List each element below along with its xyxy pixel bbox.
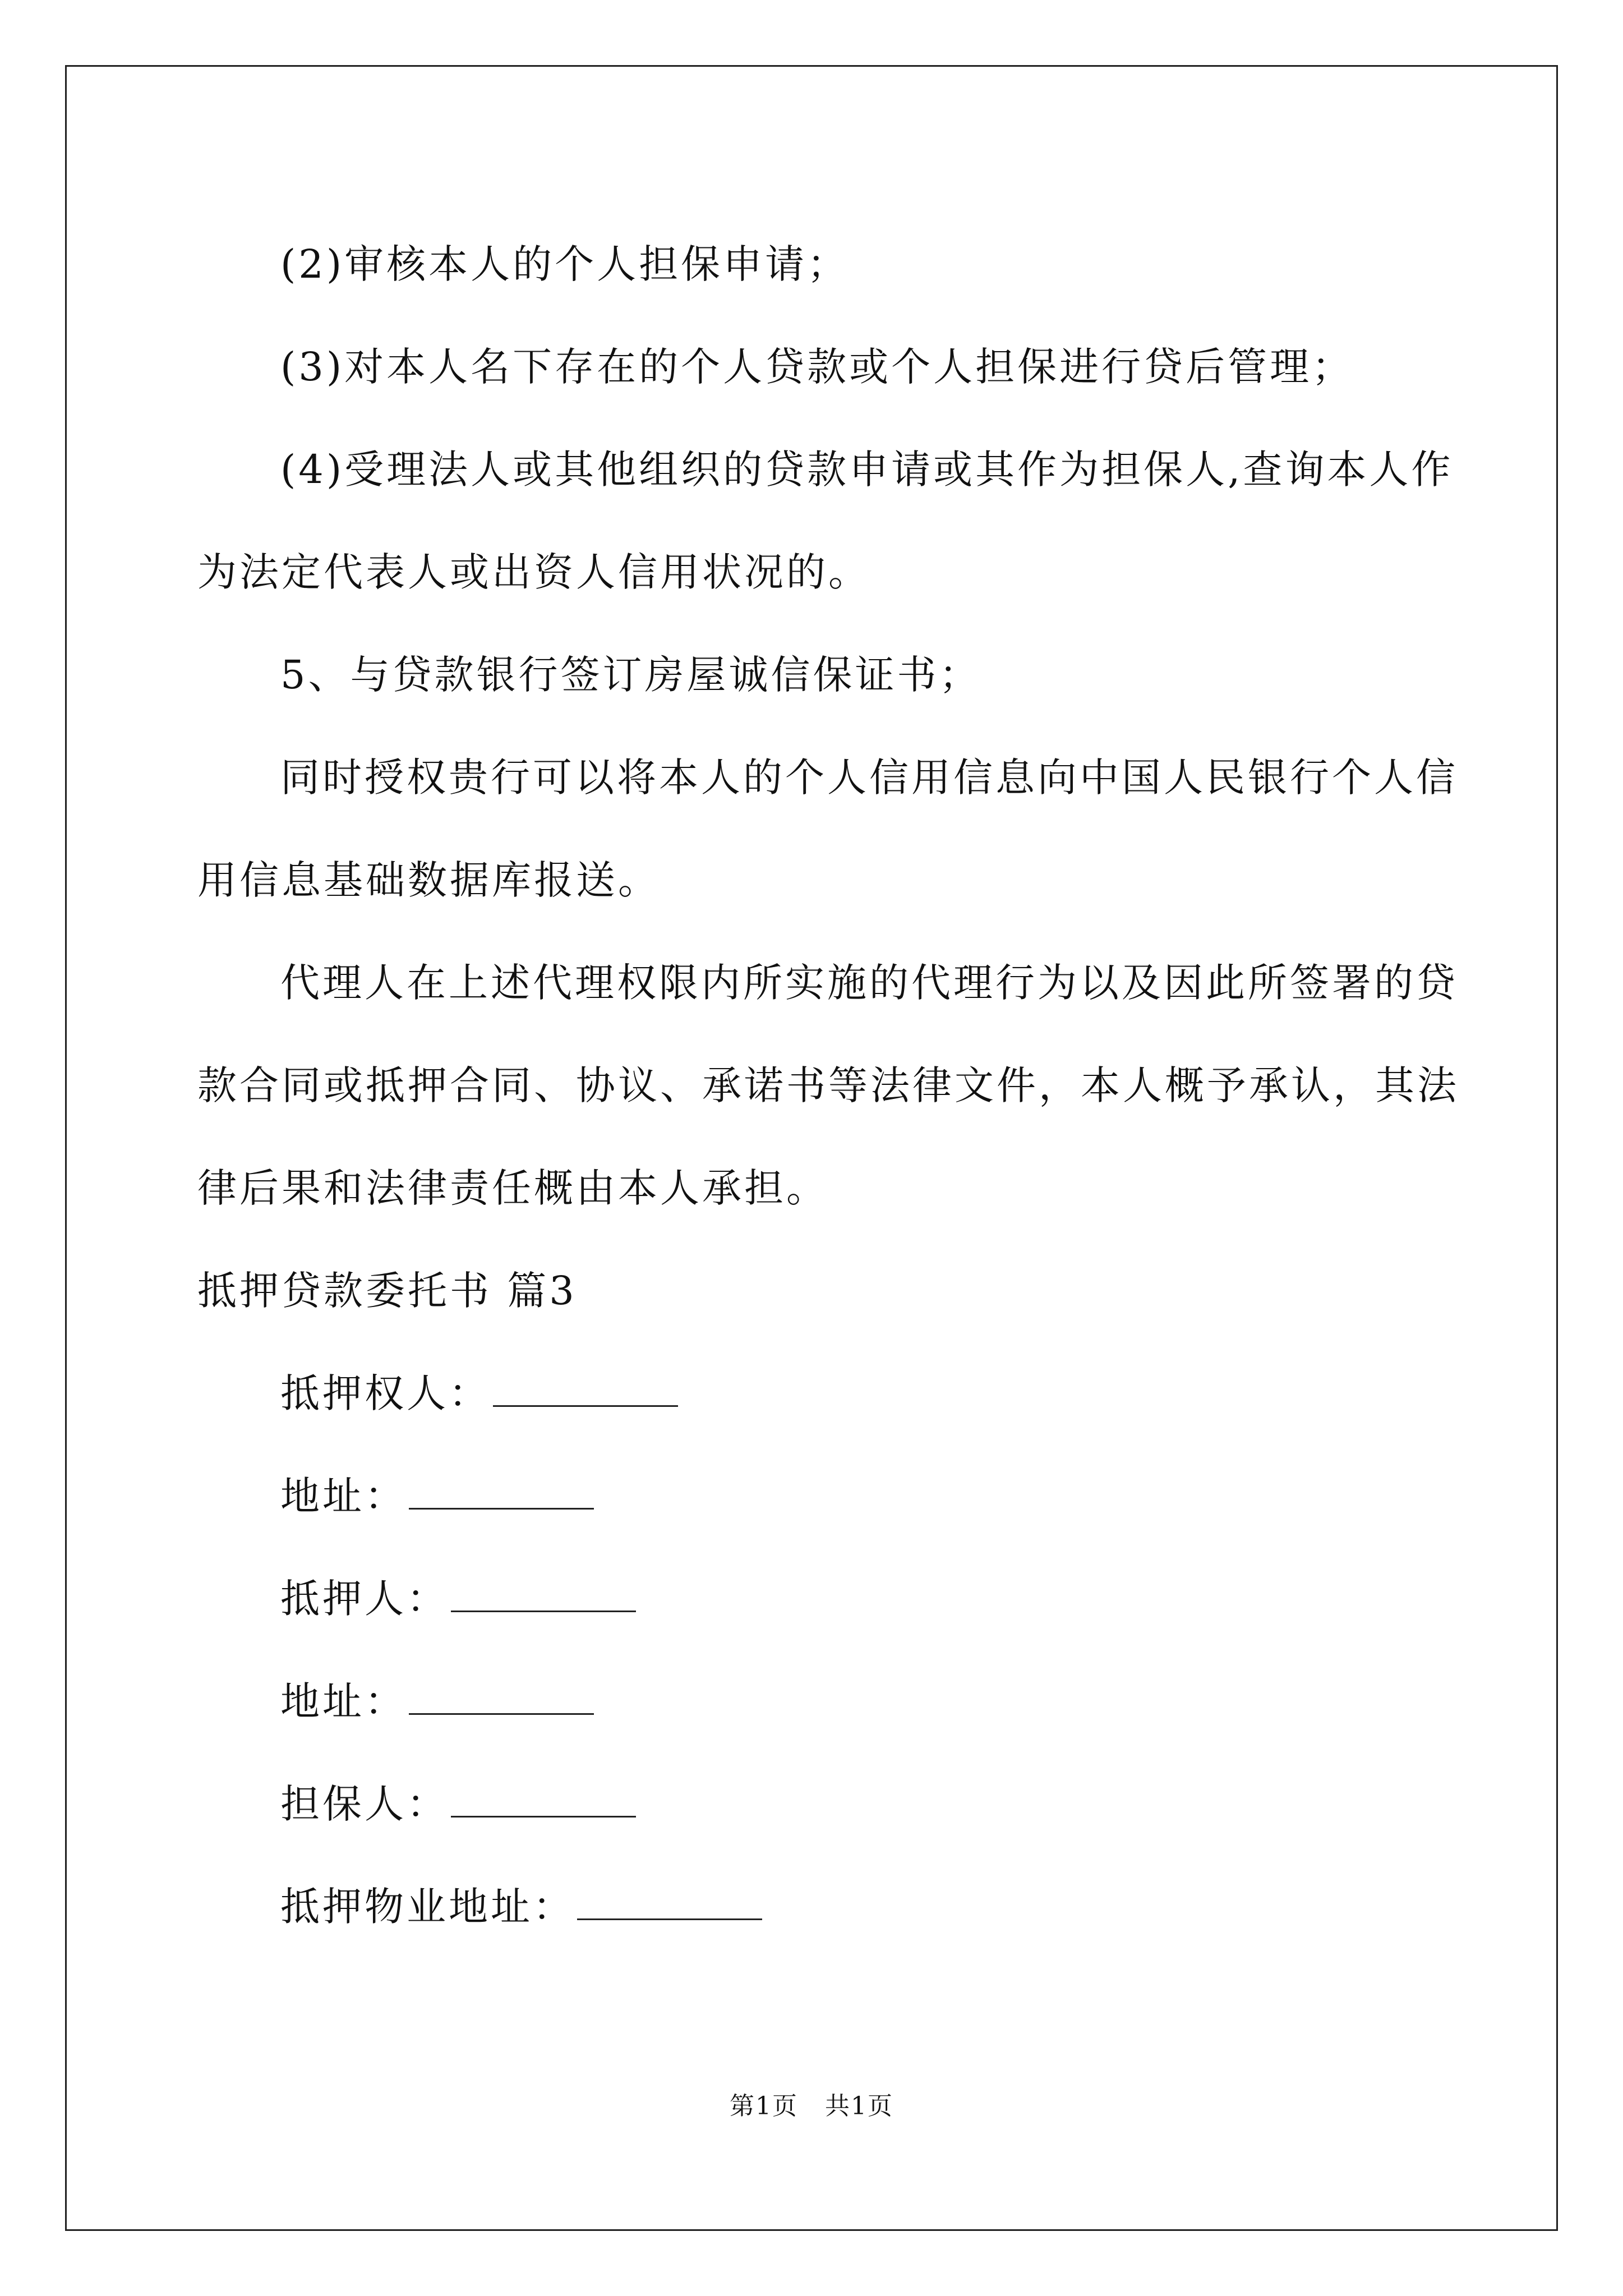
section-heading: 抵押贷款委托书 篇3	[197, 1268, 577, 1314]
page-total: 共1页	[825, 2092, 893, 2120]
paragraph: 律后果和法律责任概由本人承担。	[197, 1165, 828, 1211]
paragraph: 款合同或抵押合同、协议、承诺书等法律文件，本人概予承认，其法	[197, 1062, 1459, 1108]
form-field-guarantor	[197, 1753, 1428, 1856]
field-label: 抵押人：	[280, 1576, 449, 1622]
blank-line	[577, 1914, 762, 1920]
form-field-mortgagee	[197, 1342, 1428, 1445]
blank-line	[409, 1709, 594, 1715]
paragraph: 5、与贷款银行签订房屋诚信保证书；	[280, 652, 981, 698]
field-label: 担保人：	[280, 1781, 449, 1827]
form-field-address	[197, 1445, 1428, 1548]
field-label: 抵押物业地址：	[280, 1884, 575, 1930]
blank-line	[493, 1401, 678, 1407]
blank-line	[451, 1606, 636, 1612]
paragraph: 为法定代表人或出资人信用状况的。	[197, 549, 870, 595]
paragraph: 代理人在上述代理权限内所实施的代理行为以及因此所签署的贷	[280, 960, 1458, 1006]
field-label: 抵押权人：	[280, 1370, 491, 1416]
field-label: 地址：	[280, 1473, 407, 1519]
form-field-address	[197, 1650, 1428, 1753]
paragraph: 用信息基础数据库报送。	[197, 857, 660, 903]
paragraph: (3)对本人名下存在的个人贷款或个人担保进行贷后管理；	[280, 344, 1354, 390]
field-label: 地址：	[280, 1678, 407, 1724]
blank-line	[451, 1811, 636, 1818]
paragraph: (2)审核本人的个人担保申请；	[280, 241, 850, 287]
page-footer	[0, 2086, 1623, 2122]
paragraph: (4)受理法人或其他组织的贷款申请或其作为担保人,查询本人作	[280, 447, 1454, 493]
document-body	[197, 213, 1459, 1958]
form-field-mortgagor	[197, 1548, 1428, 1650]
page-number: 第1页	[730, 2092, 798, 2120]
form-field-property-address	[197, 1856, 1428, 1958]
blank-line	[409, 1503, 594, 1510]
paragraph: 同时授权贵行可以将本人的个人信用信息向中国人民银行个人信	[280, 754, 1458, 800]
